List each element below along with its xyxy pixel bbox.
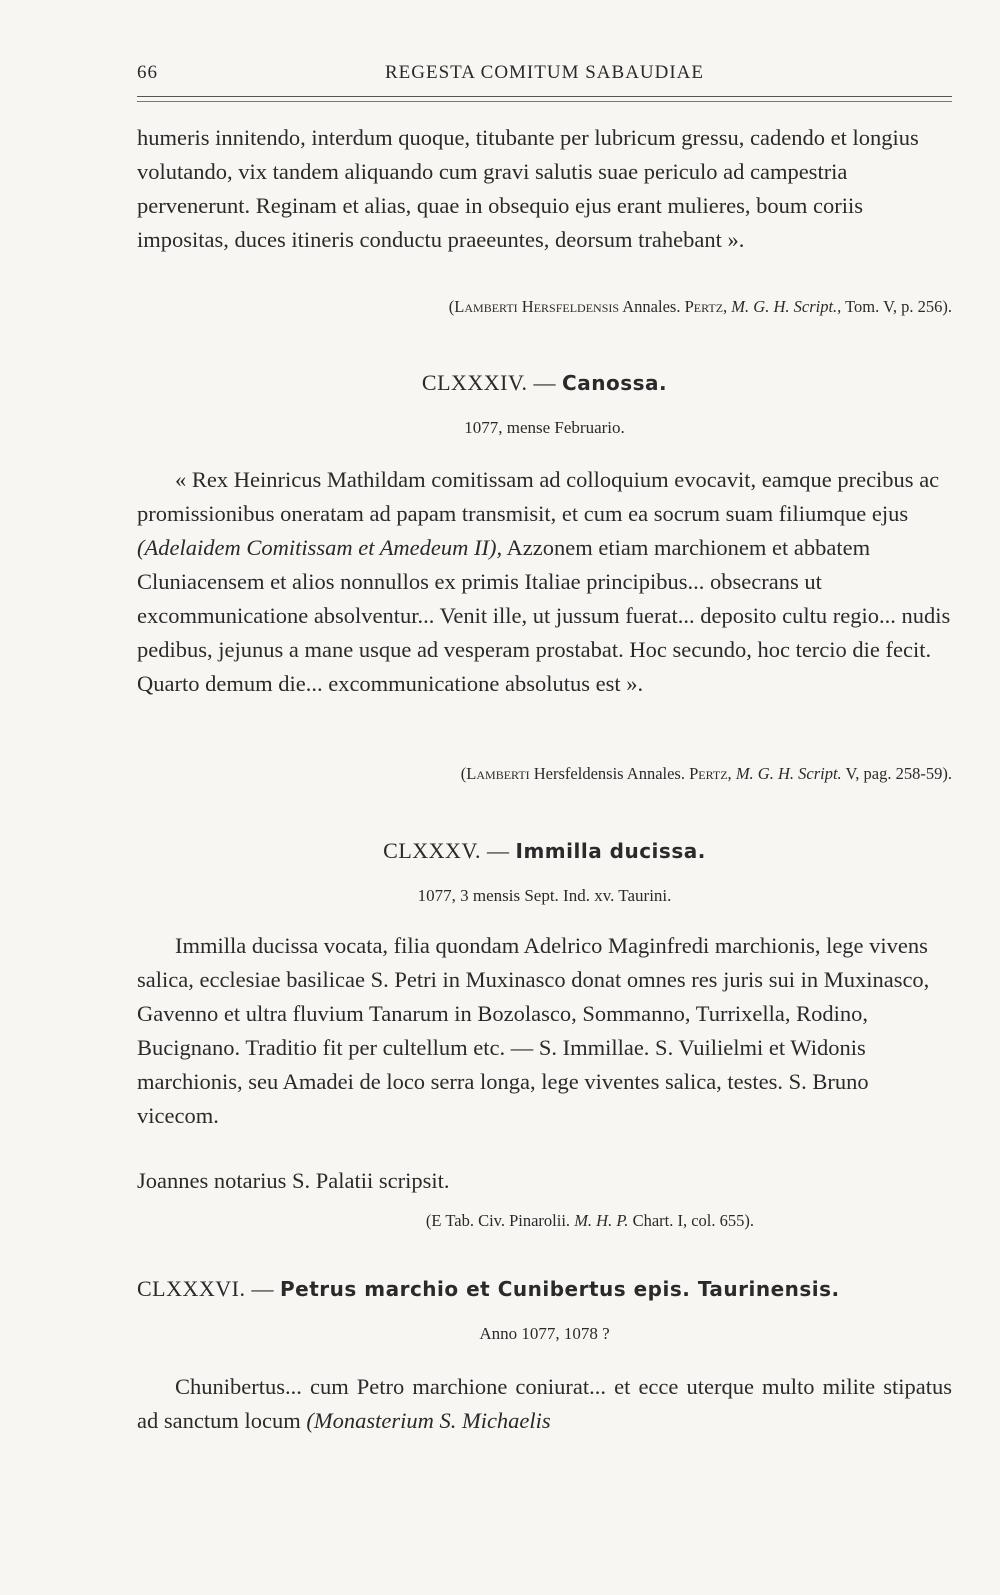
- intro-paragraph: humeris innitendo, interdum quoque, titubante per lubricum gressu, cadendo et longius volutando, vix tandem aliquando cum gravi salutis suae periculo ad campestria pervenerunt. Reginam et alias, quae in obsequio ejus erant mulieres, boum coriis impositas, duces itineris conductu praeeuntes, deorsum trahebant ».: [137, 125, 919, 252]
- intro-source: (Lamberti Hersfeldensis Annales. Pertz, M. G. H. Script., Tom. V, p. 256).: [448, 297, 952, 316]
- page-number: 66: [137, 62, 158, 83]
- entry-text: « Rex Heinricus Mathildam comitissam ad colloquium evocavit, eamque precibus ac promissionibus oneratam ad papam transmisit, et cum ea socrum suam filiumque ejus (Adelaidem Comitissam et Amedeum II), Azzonem etiam marchionem et abbatem Cluniacensem et alios nonnullos ex primis Italiae principibus... obsecrans ut excommunicatione absolventur... Venit ille, ut jussum fuerat... deposito cultu regio... nudis pedibus, jejunus a mane usque ad vesperam prostabat. Hoc secundo, hoc tercio die fecit. Quarto demum die... excommunicatione absolutus est ».: [137, 467, 951, 696]
- entry-heading: [137, 1276, 957, 1302]
- running-head: [137, 62, 952, 92]
- header-rule-thin: [137, 101, 952, 102]
- entry-subscription: Joannes notarius S. Palatii scripsit.: [137, 1168, 450, 1193]
- entry-heading: [137, 838, 952, 864]
- entry-source: (Lamberti Hersfeldensis Annales. Pertz, M. G. H. Script. V, pag. 258-59).: [460, 764, 952, 783]
- running-title: REGESTA COMITUM SABAUDIAE: [384, 62, 705, 83]
- entry-title: Canossa.: [562, 371, 668, 395]
- entry-number: CLXXXV. —: [383, 838, 516, 863]
- entry-number: CLXXXVI. —: [137, 1276, 280, 1301]
- entry-heading: [137, 370, 952, 396]
- entry-number: CLXXXIV. —: [421, 370, 563, 395]
- entry-title: Petrus marchio et Cunibertus epis. Taurinensis.: [280, 1277, 840, 1301]
- entry-title: Immilla ducissa.: [515, 839, 706, 863]
- entry-source: (E Tab. Civ. Pinarolii. M. H. P. Chart. I, col. 655).: [425, 1211, 754, 1230]
- entry-text: Immilla ducissa vocata, filia quondam Adelrico Maginfredi marchionis, lege vivens salica, ecclesiae basilicae S. Petri in Muxinasco donat omnes res juris sui in Muxinasco, Gavenno et ultra fluvium Tanarum in Bozolasco, Sommanno, Turrixella, Rodino, Bucignano. Traditio fit per cultellum etc. — S. Immillae. S. Vuilielmi et Widonis marchionis, seu Amadei de loco serra longa, lege viventes salica, testes. S. Bruno vicecom.: [137, 933, 930, 1128]
- header-rule: [137, 96, 952, 97]
- entry-date: Anno 1077, 1078 ?: [479, 1324, 610, 1343]
- entry-date: 1077, 3 mensis Sept. Ind. xv. Taurini.: [417, 886, 672, 905]
- entry-text: Chunibertus... cum Petro marchione coniurat... et ecce uterque multo milite stipatus ad sanctum locum (Monasterium S. Michaelis: [137, 1374, 952, 1433]
- entry-date: 1077, mense Februario.: [464, 418, 625, 437]
